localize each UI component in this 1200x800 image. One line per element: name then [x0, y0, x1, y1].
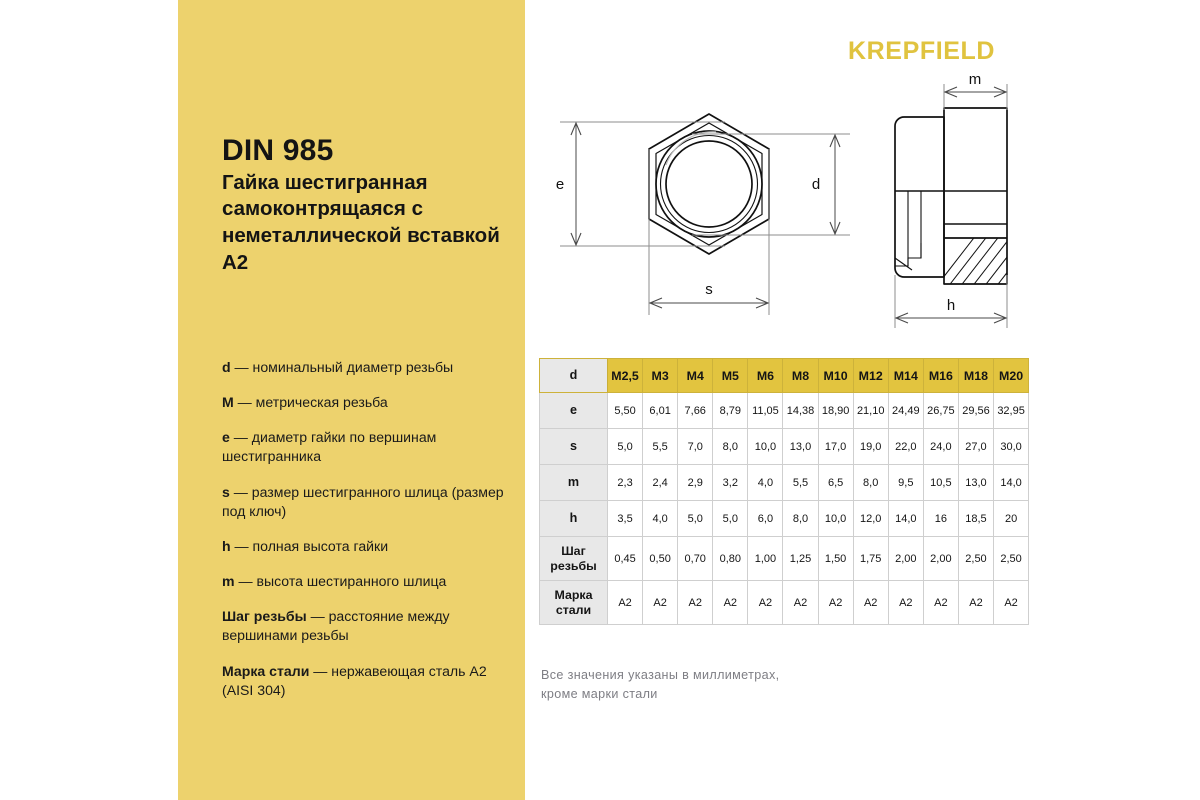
table-cell: 26,75 — [923, 393, 958, 429]
legend-item-m-height — [222, 572, 514, 591]
table-row — [540, 393, 1029, 429]
table-note-line-2: кроме марки стали — [541, 687, 658, 702]
column-header: M4 — [678, 359, 713, 393]
legend-item-m-thread — [222, 393, 514, 412]
table-cell: 32,95 — [994, 393, 1029, 429]
table-cell: 1,25 — [783, 537, 818, 581]
table-cell: 19,0 — [853, 429, 888, 465]
table-row — [540, 429, 1029, 465]
table-cell: 22,0 — [888, 429, 923, 465]
legend-symbol: e — [222, 429, 230, 446]
column-header: M20 — [994, 359, 1029, 393]
table-cell: 11,05 — [748, 393, 783, 429]
table-cell: 17,0 — [818, 429, 853, 465]
legend-list — [222, 358, 514, 700]
legend-item-thread-pitch — [222, 607, 514, 645]
row-label: e — [540, 393, 608, 429]
table-cell: 29,56 — [958, 393, 993, 429]
table-cell: 2,00 — [888, 537, 923, 581]
table-cell: 27,0 — [958, 429, 993, 465]
legend-symbol: Марка стали — [222, 662, 310, 679]
column-header: M12 — [853, 359, 888, 393]
table-cell: 2,9 — [678, 465, 713, 501]
table-cell: 1,75 — [853, 537, 888, 581]
table-cell: 8,0 — [713, 429, 748, 465]
column-header: M6 — [748, 359, 783, 393]
table-cell: 21,10 — [853, 393, 888, 429]
column-header: M3 — [643, 359, 678, 393]
table-cell: 8,79 — [713, 393, 748, 429]
row-label: h — [540, 501, 608, 537]
table-cell: 6,01 — [643, 393, 678, 429]
table-cell: 6,5 — [818, 465, 853, 501]
table-cell: 13,0 — [958, 465, 993, 501]
dim-label-m: m — [968, 71, 982, 88]
standard-code: DIN 985 — [222, 134, 334, 167]
legend-symbol: d — [222, 359, 231, 375]
table-cell: 2,3 — [608, 465, 643, 501]
row-label: s — [540, 429, 608, 465]
table-cell: 24,0 — [923, 429, 958, 465]
legend-item-h — [222, 537, 514, 556]
legend-description: — полная высота гайки — [234, 537, 389, 554]
table-cell: 1,50 — [818, 537, 853, 581]
legend-symbol: Шаг резьбы — [222, 608, 307, 625]
table-cell: 2,4 — [643, 465, 678, 501]
table-cell: 18,90 — [818, 393, 853, 429]
legend-item-d — [222, 358, 514, 377]
legend-symbol: m — [222, 573, 235, 590]
legend-description: — нержавеющая сталь А2 (AISI 304) — [222, 662, 487, 698]
section-hatching — [932, 230, 1040, 292]
table-cell: 8,0 — [783, 501, 818, 537]
table-note-line-1: Все значения указаны в миллиметрах, — [541, 668, 780, 682]
column-header: M18 — [958, 359, 993, 393]
table-cell: 10,0 — [818, 501, 853, 537]
table-cell: 6,0 — [748, 501, 783, 537]
table-cell: A2 — [818, 581, 853, 625]
table-cell: A2 — [853, 581, 888, 625]
table-cell: 10,5 — [923, 465, 958, 501]
table-cell: 0,70 — [678, 537, 713, 581]
table-cell: 5,0 — [678, 501, 713, 537]
table-cell: A2 — [748, 581, 783, 625]
table-cell: A2 — [608, 581, 643, 625]
legend-symbol: s — [222, 483, 230, 500]
legend-description: — метрическая резьба — [237, 394, 388, 411]
table-row — [540, 501, 1029, 537]
table-cell: A2 — [888, 581, 923, 625]
nut-body-outline — [944, 108, 1007, 284]
table-cell: 5,0 — [608, 429, 643, 465]
table-cell: 14,38 — [783, 393, 818, 429]
column-header: M2,5 — [608, 359, 643, 393]
table-cell: 5,0 — [713, 501, 748, 537]
table-cell: 13,0 — [783, 429, 818, 465]
specification-table-container — [539, 358, 1028, 625]
nylon-insert-outline — [895, 117, 944, 277]
legend-description: — расстояние между вершинами резьбы — [222, 608, 450, 644]
table-cell: 2,50 — [958, 537, 993, 581]
legend-description: — высота шестиранного шлица — [238, 573, 447, 590]
table-cell: 4,0 — [748, 465, 783, 501]
product-title: Гайка шестигранная самоконтрящаяся с неметаллической вставкой А2 — [222, 170, 500, 275]
table-cell: 10,0 — [748, 429, 783, 465]
table-cell: 14,0 — [994, 465, 1029, 501]
table-cell: 5,5 — [643, 429, 678, 465]
table-note — [541, 666, 779, 704]
dim-label-e: e — [555, 176, 565, 193]
table-cell: 2,00 — [923, 537, 958, 581]
table-cell: A2 — [994, 581, 1029, 625]
table-cell: 0,45 — [608, 537, 643, 581]
legend-item-steel-grade — [222, 662, 514, 700]
drawing-svg — [540, 70, 1080, 350]
brand-logo: KREPFIELD — [848, 37, 996, 65]
table-row — [540, 465, 1029, 501]
table-cell: A2 — [678, 581, 713, 625]
table-cell: 3,2 — [713, 465, 748, 501]
table-cell: 20 — [994, 501, 1029, 537]
title-block — [222, 134, 522, 277]
table-cell: 24,49 — [888, 393, 923, 429]
table-header-row — [540, 359, 1029, 393]
table-cell: 7,66 — [678, 393, 713, 429]
specification-table — [539, 358, 1029, 625]
table-cell: 1,00 — [748, 537, 783, 581]
table-cell: 5,5 — [783, 465, 818, 501]
dim-label-d: d — [811, 176, 821, 193]
table-cell: 2,50 — [994, 537, 1029, 581]
insert-cross-line — [895, 258, 912, 270]
table-cell: 0,50 — [643, 537, 678, 581]
table-cell: 7,0 — [678, 429, 713, 465]
table-cell: 30,0 — [994, 429, 1029, 465]
table-row — [540, 581, 1029, 625]
thread-inner-circle — [666, 141, 752, 227]
column-header: M14 — [888, 359, 923, 393]
column-header: M8 — [783, 359, 818, 393]
column-header: M10 — [818, 359, 853, 393]
table-cell: A2 — [643, 581, 678, 625]
technical-drawings — [540, 70, 1080, 350]
table-cell: A2 — [713, 581, 748, 625]
table-cell: 0,80 — [713, 537, 748, 581]
legend-item-e — [222, 428, 514, 466]
table-corner-label: d — [540, 359, 608, 393]
column-header: M16 — [923, 359, 958, 393]
legend-description: — размер шестигранного шлица (размер под ключ) — [222, 483, 504, 519]
table-cell: 14,0 — [888, 501, 923, 537]
thread-outer-circle — [656, 131, 762, 237]
column-header: M5 — [713, 359, 748, 393]
legend-symbol: M — [222, 394, 234, 411]
legend-item-s — [222, 483, 514, 521]
legend-symbol: h — [222, 537, 231, 554]
table-cell: 4,0 — [643, 501, 678, 537]
table-cell: 8,0 — [853, 465, 888, 501]
table-row — [540, 537, 1029, 581]
row-label: Шаг резьбы — [540, 537, 608, 581]
legend-description: — номинальный диаметр резьбы — [234, 359, 454, 375]
table-cell: 18,5 — [958, 501, 993, 537]
table-cell: 3,5 — [608, 501, 643, 537]
table-cell: 5,50 — [608, 393, 643, 429]
legend-description: — диаметр гайки по вершинам шестигранника — [222, 429, 437, 465]
table-cell: A2 — [783, 581, 818, 625]
table-cell: 12,0 — [853, 501, 888, 537]
table-cell: A2 — [923, 581, 958, 625]
dim-label-s: s — [705, 281, 713, 298]
table-cell: A2 — [958, 581, 993, 625]
table-cell: 16 — [923, 501, 958, 537]
dim-label-h: h — [946, 297, 956, 314]
row-label: m — [540, 465, 608, 501]
table-cell: 9,5 — [888, 465, 923, 501]
row-label: Марка стали — [540, 581, 608, 625]
